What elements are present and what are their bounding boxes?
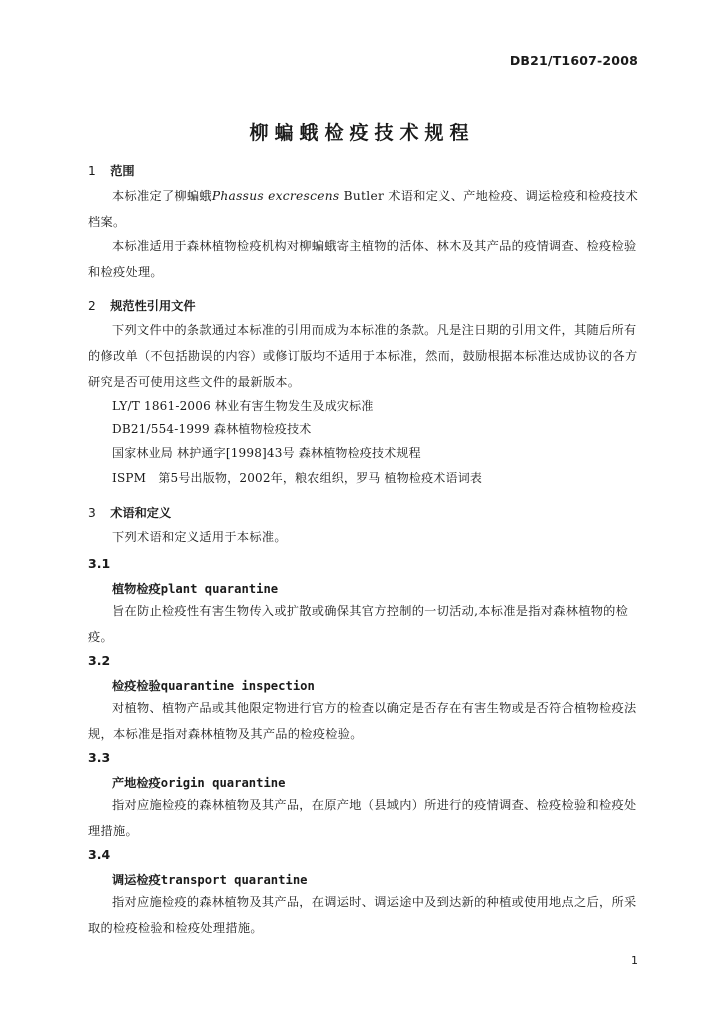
term-heading: 植物检疫plant quarantine: [112, 582, 279, 596]
terms-intro: 下列术语和定义适用于本标准。: [112, 530, 287, 544]
section-1-heading: [88, 162, 135, 179]
term-number: 3.2: [88, 653, 111, 668]
scope-paragraph-2: 本标准适用于森林植物检疫机构对柳蝙蛾寄主植物的活体、林木及其产品的疫情调查、检疫检验和检疫处理。: [88, 239, 637, 279]
section-2-heading: [88, 297, 196, 314]
reference-item: ISPM 第5号出版物，2002年，粮农组织，罗马 植物检疫术语词表: [112, 471, 483, 485]
term-definition: 指对应施检疫的森林植物及其产品，在原产地（县域内）所进行的疫情调查、检疫检验和检疫处理措施。: [88, 798, 637, 838]
section-number: 2: [88, 299, 96, 313]
reference-item: 国家林业局 林护通字[1998]43号 森林植物检疫技术规程: [112, 446, 421, 460]
section-3-heading: [88, 504, 171, 521]
term-number: 3.3: [88, 750, 111, 765]
term-definition: 对植物、植物产品或其他限定物进行官方的检查以确定是否存在有害生物或是否符合植物检疫法规，本标准是指对森林植物及其产品的检疫检验。: [88, 701, 637, 741]
section-title: 术语和定义: [110, 506, 172, 520]
section-title: 规范性引用文件: [110, 299, 196, 313]
page-number: 1: [631, 954, 638, 967]
term-heading: 检疫检验quarantine inspection: [112, 679, 315, 693]
term-definition: 指对应施检疫的森林植物及其产品，在调运时、调运途中及到达新的种植或使用地点之后，所采取的检疫检验和检疫处理措施。: [88, 895, 637, 935]
section-title: 范围: [110, 164, 135, 178]
term-heading: 调运检疫transport quarantine: [112, 873, 308, 887]
latin-name: Phassus excrescens: [211, 189, 340, 203]
document-title: 柳蝙蛾检疫技术规程: [249, 122, 475, 144]
reference-item: LY/T 1861-2006 林业有害生物发生及成灾标准: [112, 399, 374, 413]
section-number: 1: [88, 164, 96, 178]
section-number: 3: [88, 506, 96, 520]
references-intro: 下列文件中的条款通过本标准的引用而成为本标准的条款。凡是注日期的引用文件，其随后所有的修改单（不包括勘误的内容）或修订版均不适用于本标准，然而，鼓励根据本标准达成协议的各方研究是否可使用这些文件的最新版本。: [88, 323, 638, 389]
term-number: 3.4: [88, 847, 111, 862]
term-definition: 旨在防止检疫性有害生物传入或扩散或确保其官方控制的一切活动,本标准是指对森林植物的检疫。: [88, 604, 629, 644]
standard-code: DB21/T1607-2008: [509, 53, 638, 68]
reference-item: DB21/554-1999 森林植物检疫技术: [112, 422, 312, 436]
term-heading: 产地检疫origin quarantine: [112, 776, 286, 790]
scope-paragraph-1: 本标准定了柳蝙蛾Phassus excrescens Butler 术语和定义、产地检疫、调运检疫和检疫技术档案。: [88, 189, 639, 229]
term-number: 3.1: [88, 556, 111, 571]
